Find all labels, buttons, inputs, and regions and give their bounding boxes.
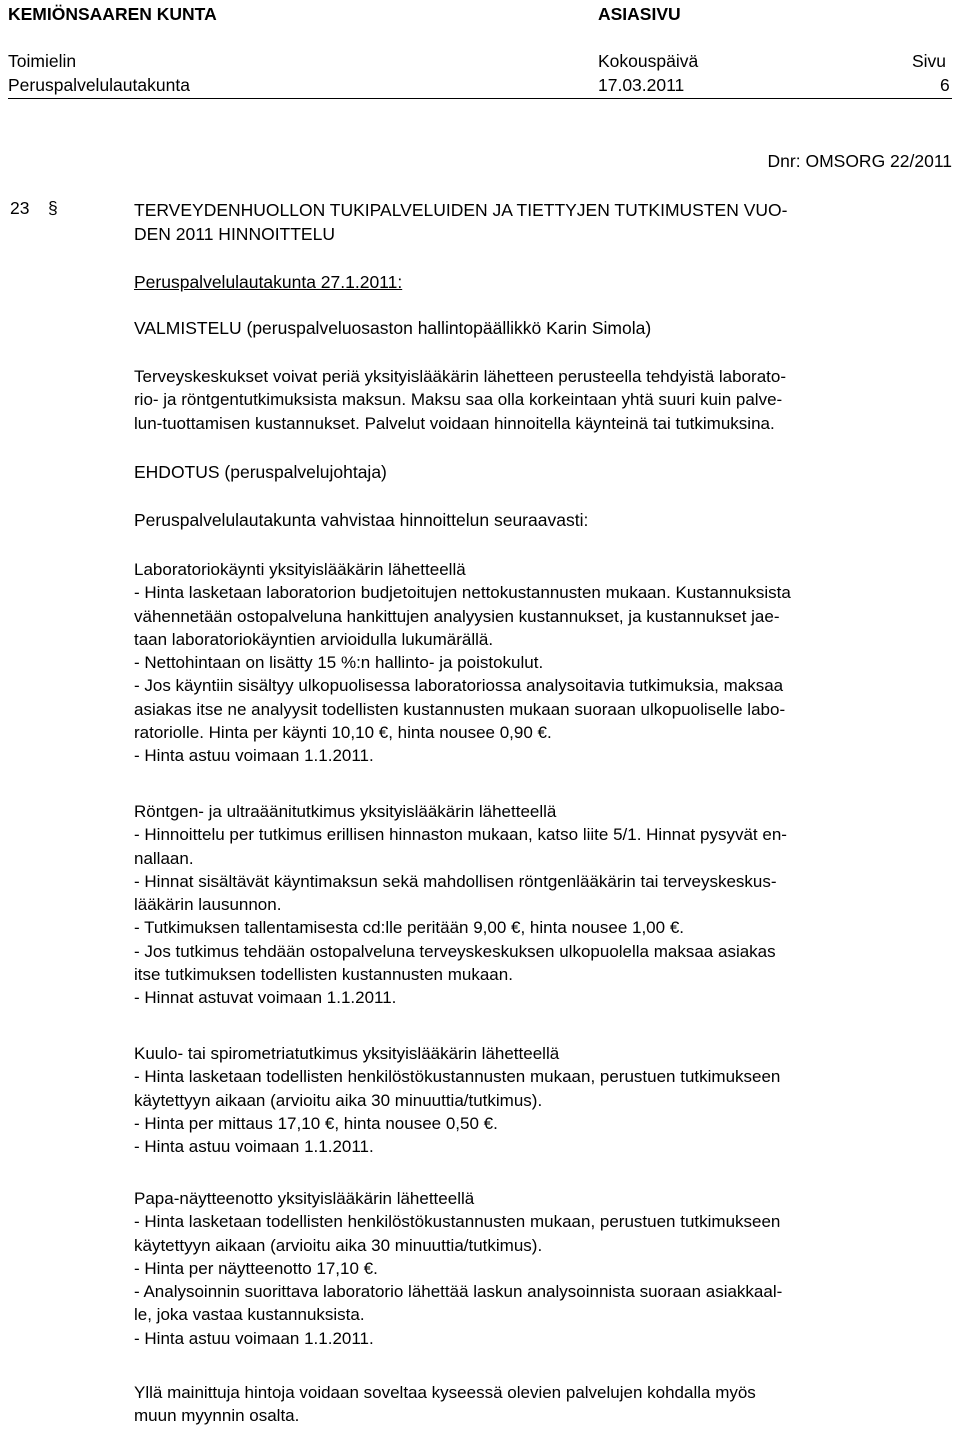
paragraph-line: taan laboratoriokäyntien arvioidulla lukumärällä. [134, 629, 494, 649]
paragraph-line: - Jos tutkimus tehdään ostopalveluna terveyskeskuksen ulkopuolella maksaa asiakas [134, 941, 776, 961]
meeting-reference: Peruspalvelulautakunta 27.1.2011: [134, 272, 403, 292]
paragraph-line: - Tutkimuksen tallentamisesta cd:lle peritään 9,00 €, hinta nousee 1,00 €. [134, 918, 684, 938]
preparation-heading: VALMISTELU (peruspalveluosaston hallintopäällikkö Karin Simola) [134, 318, 652, 338]
paragraph-line: le, joka vastaa kustannuksista. [134, 1305, 365, 1325]
hearing-section [134, 1042, 952, 1158]
xray-section [134, 800, 952, 1010]
laboratory-section [134, 558, 952, 768]
section-heading: Papa-näytteenotto yksityislääkärin lähetteellä [134, 1189, 475, 1208]
paragraph-line: lun-tuottamisen kustannukset. Palvelut voidaan hinnoitella käynteinä tai tutkimuksina. [134, 413, 775, 433]
paragraph-line: muun myynnin osalta. [134, 1406, 300, 1426]
paragraph-line: - Nettohintaan on lisätty 15 %:n hallinto- ja poistokulut. [134, 653, 544, 673]
section-title-line: TERVEYDENHUOLLON TUKIPALVELUIDEN JA TIETTYJEN TUTKIMUSTEN VUO- [134, 200, 788, 220]
paragraph-line: - Hinta lasketaan laboratorion budjetoitujen nettokustannusten mukaan. Kustannuksista [134, 583, 791, 603]
page-label: Sivu [912, 51, 947, 71]
org-name: KEMIÖNSAAREN KUNTA [8, 4, 217, 24]
paragraph-line: asiakas itse ne analyysit todellisten kustannusten mukaan suoraan ulkopuoliselle labo- [134, 699, 786, 719]
paragraph-line: lääkärin lausunnon. [134, 895, 282, 915]
paragraph-line: - Hinta per näytteenotto 17,10 €. [134, 1258, 378, 1278]
section-title-line: DEN 2011 HINNOITTELU [134, 224, 335, 244]
paragraph-line: - Hinta lasketaan todellisten henkilöstökustannusten mukaan, perustuen tutkimukseen [134, 1067, 781, 1087]
section-heading: Kuulo- tai spirometriatutkimus yksityislääkärin lähetteellä [134, 1044, 560, 1063]
paragraph-line: ratoriolle. Hinta per käynti 10,10 €, hinta nousee 0,90 €. [134, 723, 552, 743]
paragraph-line: käytettyyn aikaan (arvioitu aika 30 minuuttia/tutkimus). [134, 1090, 543, 1110]
paragraph-line: - Hinta astuu voimaan 1.1.2011. [134, 1328, 374, 1348]
paragraph-line: Terveyskeskukset voivat periä yksityislääkärin lähetteen perusteella tehdyistä laborato- [134, 367, 786, 386]
paragraph-line: rio- ja röntgentutkimuksista maksun. Maksu saa olla korkeintaan yhtä suuri kuin palve- [134, 390, 783, 410]
proposal-intro: Peruspalvelulautakunta vahvistaa hinnoittelun seuraavasti: [134, 510, 589, 530]
paragraph-line: - Hinnoittelu per tutkimus erillisen hinnaston mukaan, katso liite 5/1. Hinnat pysyvät en- [134, 825, 787, 845]
register-number: Dnr: OMSORG 22/2011 [767, 151, 952, 171]
paragraph-line: - Hinta lasketaan todellisten henkilöstökustannusten mukaan, perustuen tutkimukseen [134, 1212, 781, 1232]
paragraph-line: - Hinta per mittaus 17,10 €, hinta nousee 0,50 €. [134, 1113, 498, 1133]
intro-paragraph [134, 365, 952, 435]
section-title [134, 198, 952, 246]
paragraph-line: - Hinta astuu voimaan 1.1.2011. [134, 746, 374, 766]
section-heading: Röntgen- ja ultraäänitutkimus yksityislääkärin lähetteellä [134, 802, 557, 821]
paragraph-line: itse tutkimuksen todellisten kustannusten mukaan. [134, 965, 513, 985]
closing-paragraph [134, 1381, 952, 1428]
committee-value: Peruspalvelulautakunta [8, 75, 190, 95]
meeting-date-label: Kokouspäivä [598, 51, 699, 71]
committee-label: Toimielin [8, 51, 77, 71]
paragraph-line: - Hinnat sisältävät käyntimaksun sekä mahdollisen röntgenlääkärin tai terveyskeskus- [134, 871, 777, 891]
doc-type: ASIASIVU [598, 4, 681, 24]
section-heading: Laboratoriokäynti yksityislääkärin lähetteellä [134, 560, 466, 579]
pap-section [134, 1187, 952, 1350]
section-symbol: § [48, 198, 58, 218]
paragraph-line: Yllä mainittuja hintoja voidaan soveltaa kyseessä olevien palvelujen kohdalla myös [134, 1383, 756, 1402]
proposal-heading: EHDOTUS (peruspalvelujohtaja) [134, 462, 387, 482]
paragraph-line: - Analysoinnin suorittava laboratorio lähettää laskun analysoinnista suoraan asiakkaal- [134, 1282, 783, 1302]
header-rule [8, 98, 952, 99]
meeting-date-value: 17.03.2011 [598, 75, 685, 95]
page-number: 6 [940, 75, 950, 95]
paragraph-line: - Hinta astuu voimaan 1.1.2011. [134, 1137, 374, 1157]
paragraph-line: - Hinnat astuvat voimaan 1.1.2011. [134, 988, 397, 1008]
paragraph-line: vähennetään ostopalveluna hankittujen analyysien kustannukset, ja kustannukset jae- [134, 606, 780, 626]
paragraph-line: käytettyyn aikaan (arvioitu aika 30 minuuttia/tutkimus). [134, 1235, 543, 1255]
paragraph-line: nallaan. [134, 848, 194, 868]
section-number: 23 [10, 198, 30, 218]
paragraph-line: - Jos käyntiin sisältyy ulkopuolisessa laboratoriossa analysoitavia tutkimuksia, maksaa [134, 676, 784, 696]
